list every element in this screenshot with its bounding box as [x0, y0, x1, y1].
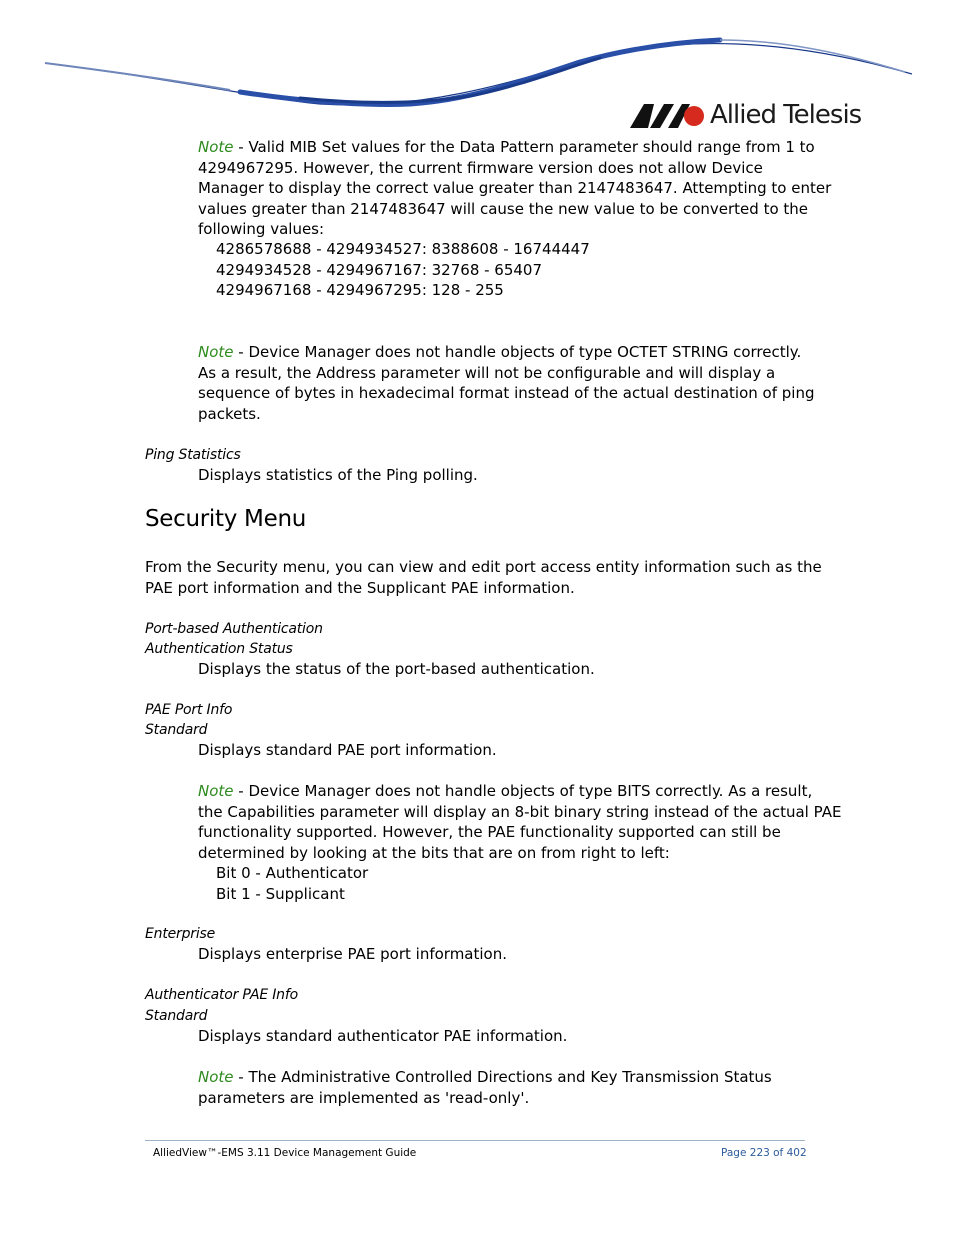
- note-bits-line: determined by looking at the bits that are on from right to left:: [198, 843, 670, 862]
- enterprise-description: Displays enterprise PAE port information.: [198, 945, 508, 963]
- note-octet-line: As a result, the Address parameter will not be configurable and will display a: [198, 363, 776, 382]
- mib-range-item: 4294934528 - 4294967167: 32768 - 65407: [216, 260, 543, 279]
- bits-list: [216, 863, 368, 904]
- note-label: Note: [198, 138, 234, 156]
- note-bits-line: functionality supported. However, the PAE functionality supported can still be: [198, 823, 781, 841]
- note-octet-line: sequence of bytes in hexadecimal format instead of the actual destination of ping: [198, 384, 815, 402]
- footer-page-number: Page 223 of 402: [721, 1147, 807, 1159]
- footer-document-title: AlliedView™-EMS 3.11 Device Management Guide: [153, 1147, 417, 1159]
- footer-divider: [145, 1140, 805, 1141]
- standard-label: Standard: [145, 722, 208, 738]
- brand-name: Allied Telesis: [710, 100, 862, 130]
- note-bits-paragraph: [198, 781, 841, 863]
- note-label: Note: [198, 1068, 234, 1086]
- allied-telesis-logo: [630, 98, 861, 132]
- note-mib-line: - Valid MIB Set values for the Data Pattern parameter should range from 1 to: [233, 138, 815, 156]
- bit-item: Bit 0 - Authenticator: [216, 864, 369, 882]
- mib-range-item: 4294967168 - 4294967295: 128 - 255: [216, 281, 504, 299]
- mib-range-item: 4286578688 - 4294934527: 8388608 - 16744447: [216, 240, 590, 258]
- authenticator-standard-label: Standard: [145, 1008, 208, 1024]
- note-octet-line: - Device Manager does not handle objects of type OCTET STRING correctly.: [233, 343, 802, 361]
- note-admin-line: parameters are implemented as 'read-only'.: [198, 1088, 530, 1107]
- authentication-status-label: Authentication Status: [145, 641, 293, 657]
- security-intro-line: PAE port information and the Supplicant PAE information.: [145, 578, 575, 597]
- note-mib-line: following values:: [198, 220, 325, 238]
- security-intro-line: From the Security menu, you can view and edit port access entity information such as the: [145, 558, 822, 576]
- mib-value-ranges: [216, 239, 590, 301]
- security-intro-paragraph: [145, 557, 822, 598]
- note-mib-line: Manager to display the correct value greater than 2147483647. Attempting to enter: [198, 179, 832, 197]
- allied-telesis-logo-mark-icon: [630, 100, 706, 130]
- ping-statistics-description: Displays statistics of the Ping polling.: [198, 466, 478, 484]
- note-mib-paragraph: [198, 137, 831, 240]
- note-octet-line: packets.: [198, 404, 261, 423]
- note-mib-line: values greater than 2147483647 will cause the new value to be converted to the: [198, 199, 809, 218]
- authenticator-pae-info-label: Authenticator PAE Info: [145, 987, 298, 1003]
- authentication-status-description: Displays the status of the port-based authentication.: [198, 660, 595, 678]
- port-based-authentication-label: Port-based Authentication: [145, 621, 323, 637]
- note-label: Note: [198, 343, 234, 361]
- note-admin-paragraph: [198, 1067, 772, 1108]
- ping-statistics-label: Ping Statistics: [145, 447, 241, 463]
- standard-description: Displays standard PAE port information.: [198, 741, 497, 759]
- bit-item: Bit 1 - Supplicant: [216, 884, 345, 903]
- note-bits-line: the Capabilities parameter will display an 8-bit binary string instead of the actual PAE: [198, 802, 842, 821]
- note-bits-line: - Device Manager does not handle objects of type BITS correctly. As a result,: [233, 782, 813, 800]
- note-admin-line: - The Administrative Controlled Directions and Key Transmission Status: [233, 1068, 772, 1086]
- authenticator-standard-description: Displays standard authenticator PAE information.: [198, 1027, 568, 1045]
- note-label: Note: [198, 782, 234, 800]
- note-mib-line: 4294967295. However, the current firmware version does not allow Device: [198, 158, 763, 177]
- security-menu-heading: Security Menu: [145, 506, 307, 532]
- pae-port-info-label: PAE Port Info: [145, 702, 233, 718]
- note-octet-paragraph: [198, 342, 814, 424]
- enterprise-label: Enterprise: [145, 926, 216, 942]
